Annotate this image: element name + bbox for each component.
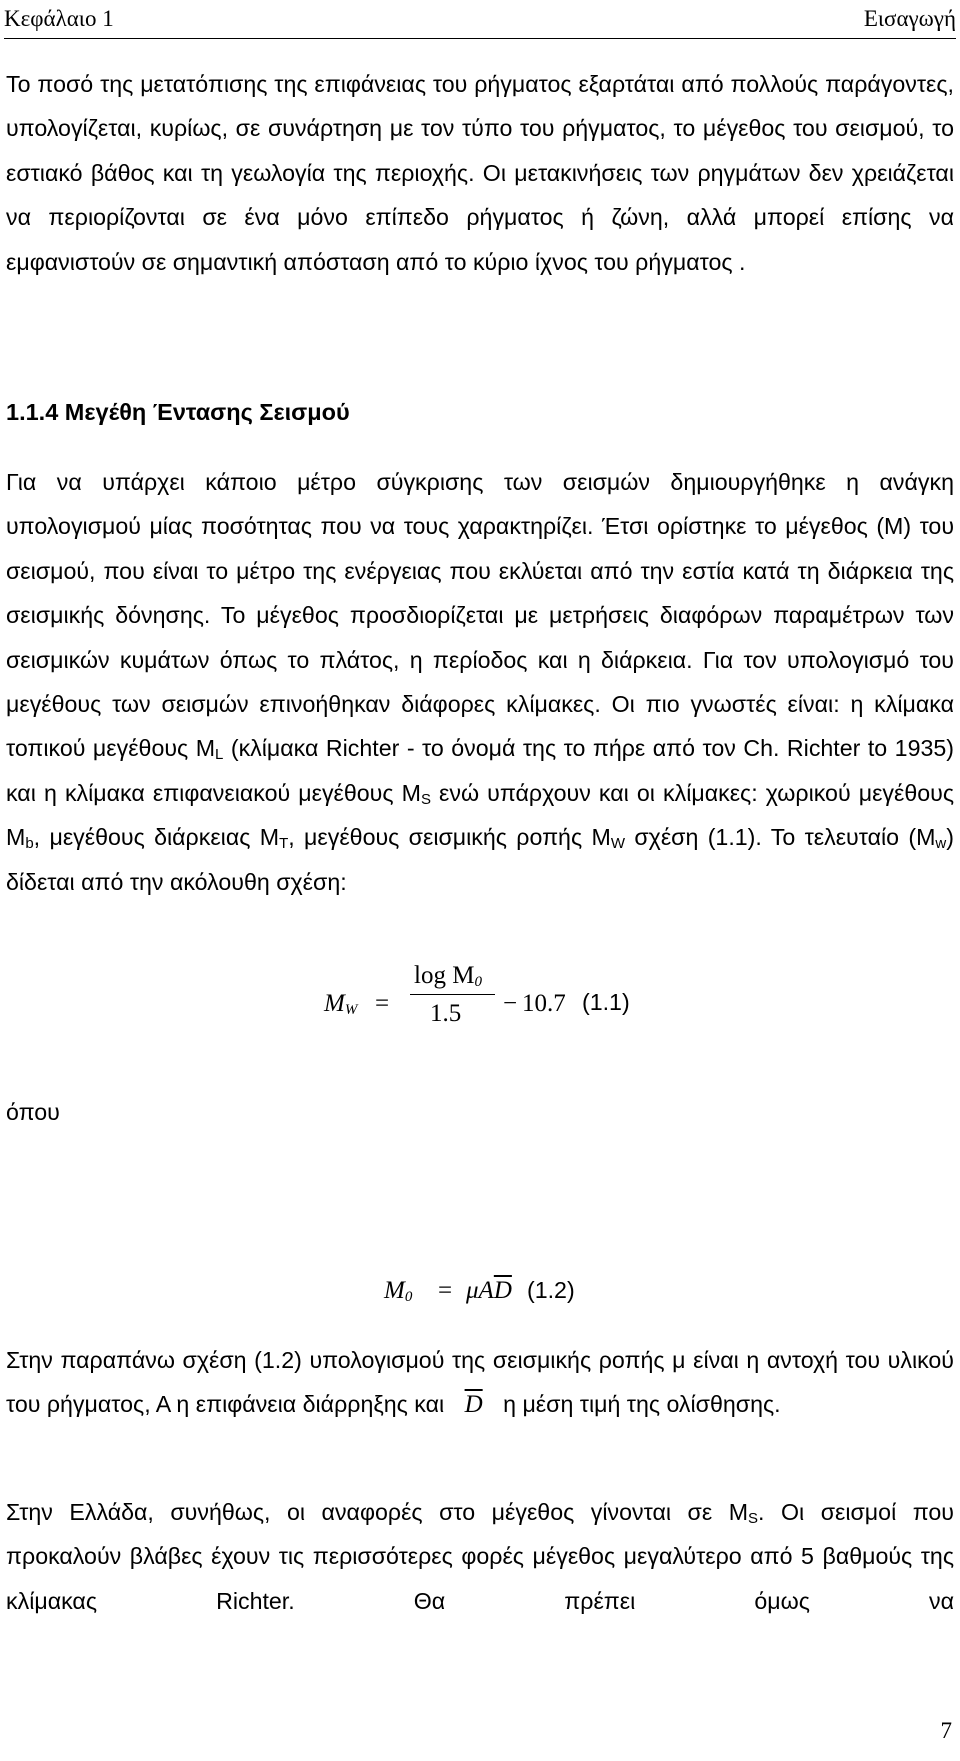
- where-block: [6, 1092, 954, 1132]
- paragraph-intro: Το ποσό της μετατόπισης της επιφάνειας του ρήγματος εξαρτάται από πολλούς παράγοντες, υπολογίζεται, κυρίως, σε συνάρτηση με τον τύπο του ρήγματος, το μέγεθος του σεισμού, το εστιακό βάθος και τη γεωλογία της περιοχής. Οι μετακινήσεις των ρηγμάτων δεν χρειάζεται να περιορίζονται σε ένα μόνο επίπεδο ρήγματος ή ζώνη, αλλά μπορεί επίσης να εμφανιστούν σε σημαντική απόσταση από το κύριο ίχνος του ρήγματος .: [6, 71, 954, 275]
- text-segment: ενώ υπάρχουν και οι κλίμακες: χωρικού μεγέθους Μ: [6, 779, 954, 851]
- eq1-denominator: 1.5: [430, 1000, 462, 1027]
- text-segment: , μεγέθους σεισμικής ροπής Μ: [288, 824, 611, 851]
- text-segment: . Οι σεισμοί που προκαλούν βλάβες έχουν τις περισσότερες φορές μέγεθος μεγαλύτερο από 5 βαθμούς της κλίμακας Richter. Θα πρέπει όμως να: [6, 1499, 954, 1614]
- paragraph-explain: [6, 1338, 954, 1428]
- eq1-minus: −: [503, 990, 518, 1017]
- eq1-lhs: $M_W$: [324, 990, 358, 1018]
- paragraph-greece: [6, 1490, 954, 1623]
- page-header: [4, 6, 956, 39]
- subscript: w: [935, 835, 947, 853]
- where-word: όπου: [6, 1099, 60, 1125]
- section-heading: 1.1.4 Μεγέθη Έντασης Σεισμού: [6, 399, 350, 425]
- text-segment: Στην Ελλάδα, συνήθως, οι αναφορές στο μέγεθος γίνονται σε Μ: [6, 1499, 749, 1525]
- text-segment: (κλίμακα Richter - το όνομά της το πήρε από τον Ch. Richter to 1935) και η κλίμακα επιφανειακού μεγέθους Μ: [6, 735, 954, 806]
- explain-block: [6, 1338, 954, 1428]
- text-segment: , μεγέθους διάρκειας Μ: [33, 824, 280, 851]
- section-title: Εισαγωγή: [863, 6, 956, 31]
- eq1-numerator: $\log M_0$: [414, 962, 482, 990]
- eq2-lhs: $M_0$: [384, 1277, 413, 1305]
- text-segment: η μέση τιμή της ολίσθησης.: [503, 1391, 781, 1418]
- subscript: L: [215, 746, 224, 764]
- chapter-title: Κεφάλαιο 1: [4, 6, 114, 31]
- text-segment: ) δίδεται από την ακόλουθη σχέση:: [6, 824, 954, 895]
- text-segment: Για να υπάρχει κάποιο μέτρο σύγκρισης των σεισμών δημιουργήθηκε η ανάγκη υπολογισμού μίας ποσότητας που να τους χαρακτηρίζει. Έτσι ορίστηκε το μέγεθος (Μ) του σεισμού, που είναι το μέτρο της ενέργειας που εκλύεται από την εστία κατά τη διάρκεια της σεισμικής δόνησης. Το μέγεθος προσδιορίζεται με μετρήσεις διαφόρων παραμέτρων των σεισμικών κυμάτων όπως το πλάτος, η περίοδος και η διάρκεια. Για τον υπολογισμό του μεγέθους των σεισμών επινοήθηκαν διάφορες κλίμακες. Οι πιο γνωστές είναι: η κλίμακα τοπικού μεγέθους Μ: [6, 469, 954, 762]
- subscript: S: [748, 1510, 759, 1527]
- eq2-equals: =: [438, 1277, 453, 1304]
- subscript: S: [420, 790, 431, 808]
- eq1-constant: 10.7: [522, 990, 566, 1017]
- page-number: 7: [940, 1718, 952, 1743]
- subscript: W: [610, 835, 625, 853]
- eq1-equals: =: [375, 990, 390, 1017]
- eq1-label: (1.1): [582, 989, 630, 1015]
- eq2-label: (1.2): [527, 1277, 575, 1303]
- greece-block: [6, 1490, 954, 1623]
- eq2-rhs: $\mu A\overline{D}$: [466, 1277, 512, 1304]
- subscript: b: [25, 835, 34, 853]
- magnitude-block: [6, 460, 954, 904]
- paragraph-magnitude: [6, 460, 954, 904]
- subscript: T: [279, 835, 289, 853]
- text-segment: Στην παραπάνω σχέση (1.2) υπολογισμού της σεισμικής ροπής μ είναι η αντοχή του υλικού του ρήγματος, Α η επιφάνεια διάρρηξης και: [6, 1347, 954, 1418]
- intro-block: [6, 62, 954, 284]
- heading-block: [6, 392, 954, 432]
- eq1-fraction-line: [410, 994, 495, 995]
- text-segment: σχέση (1.1). Το τελευταίο (Μ: [624, 824, 936, 851]
- d-bar-symbol: $\overline{D}$: [464, 1391, 483, 1419]
